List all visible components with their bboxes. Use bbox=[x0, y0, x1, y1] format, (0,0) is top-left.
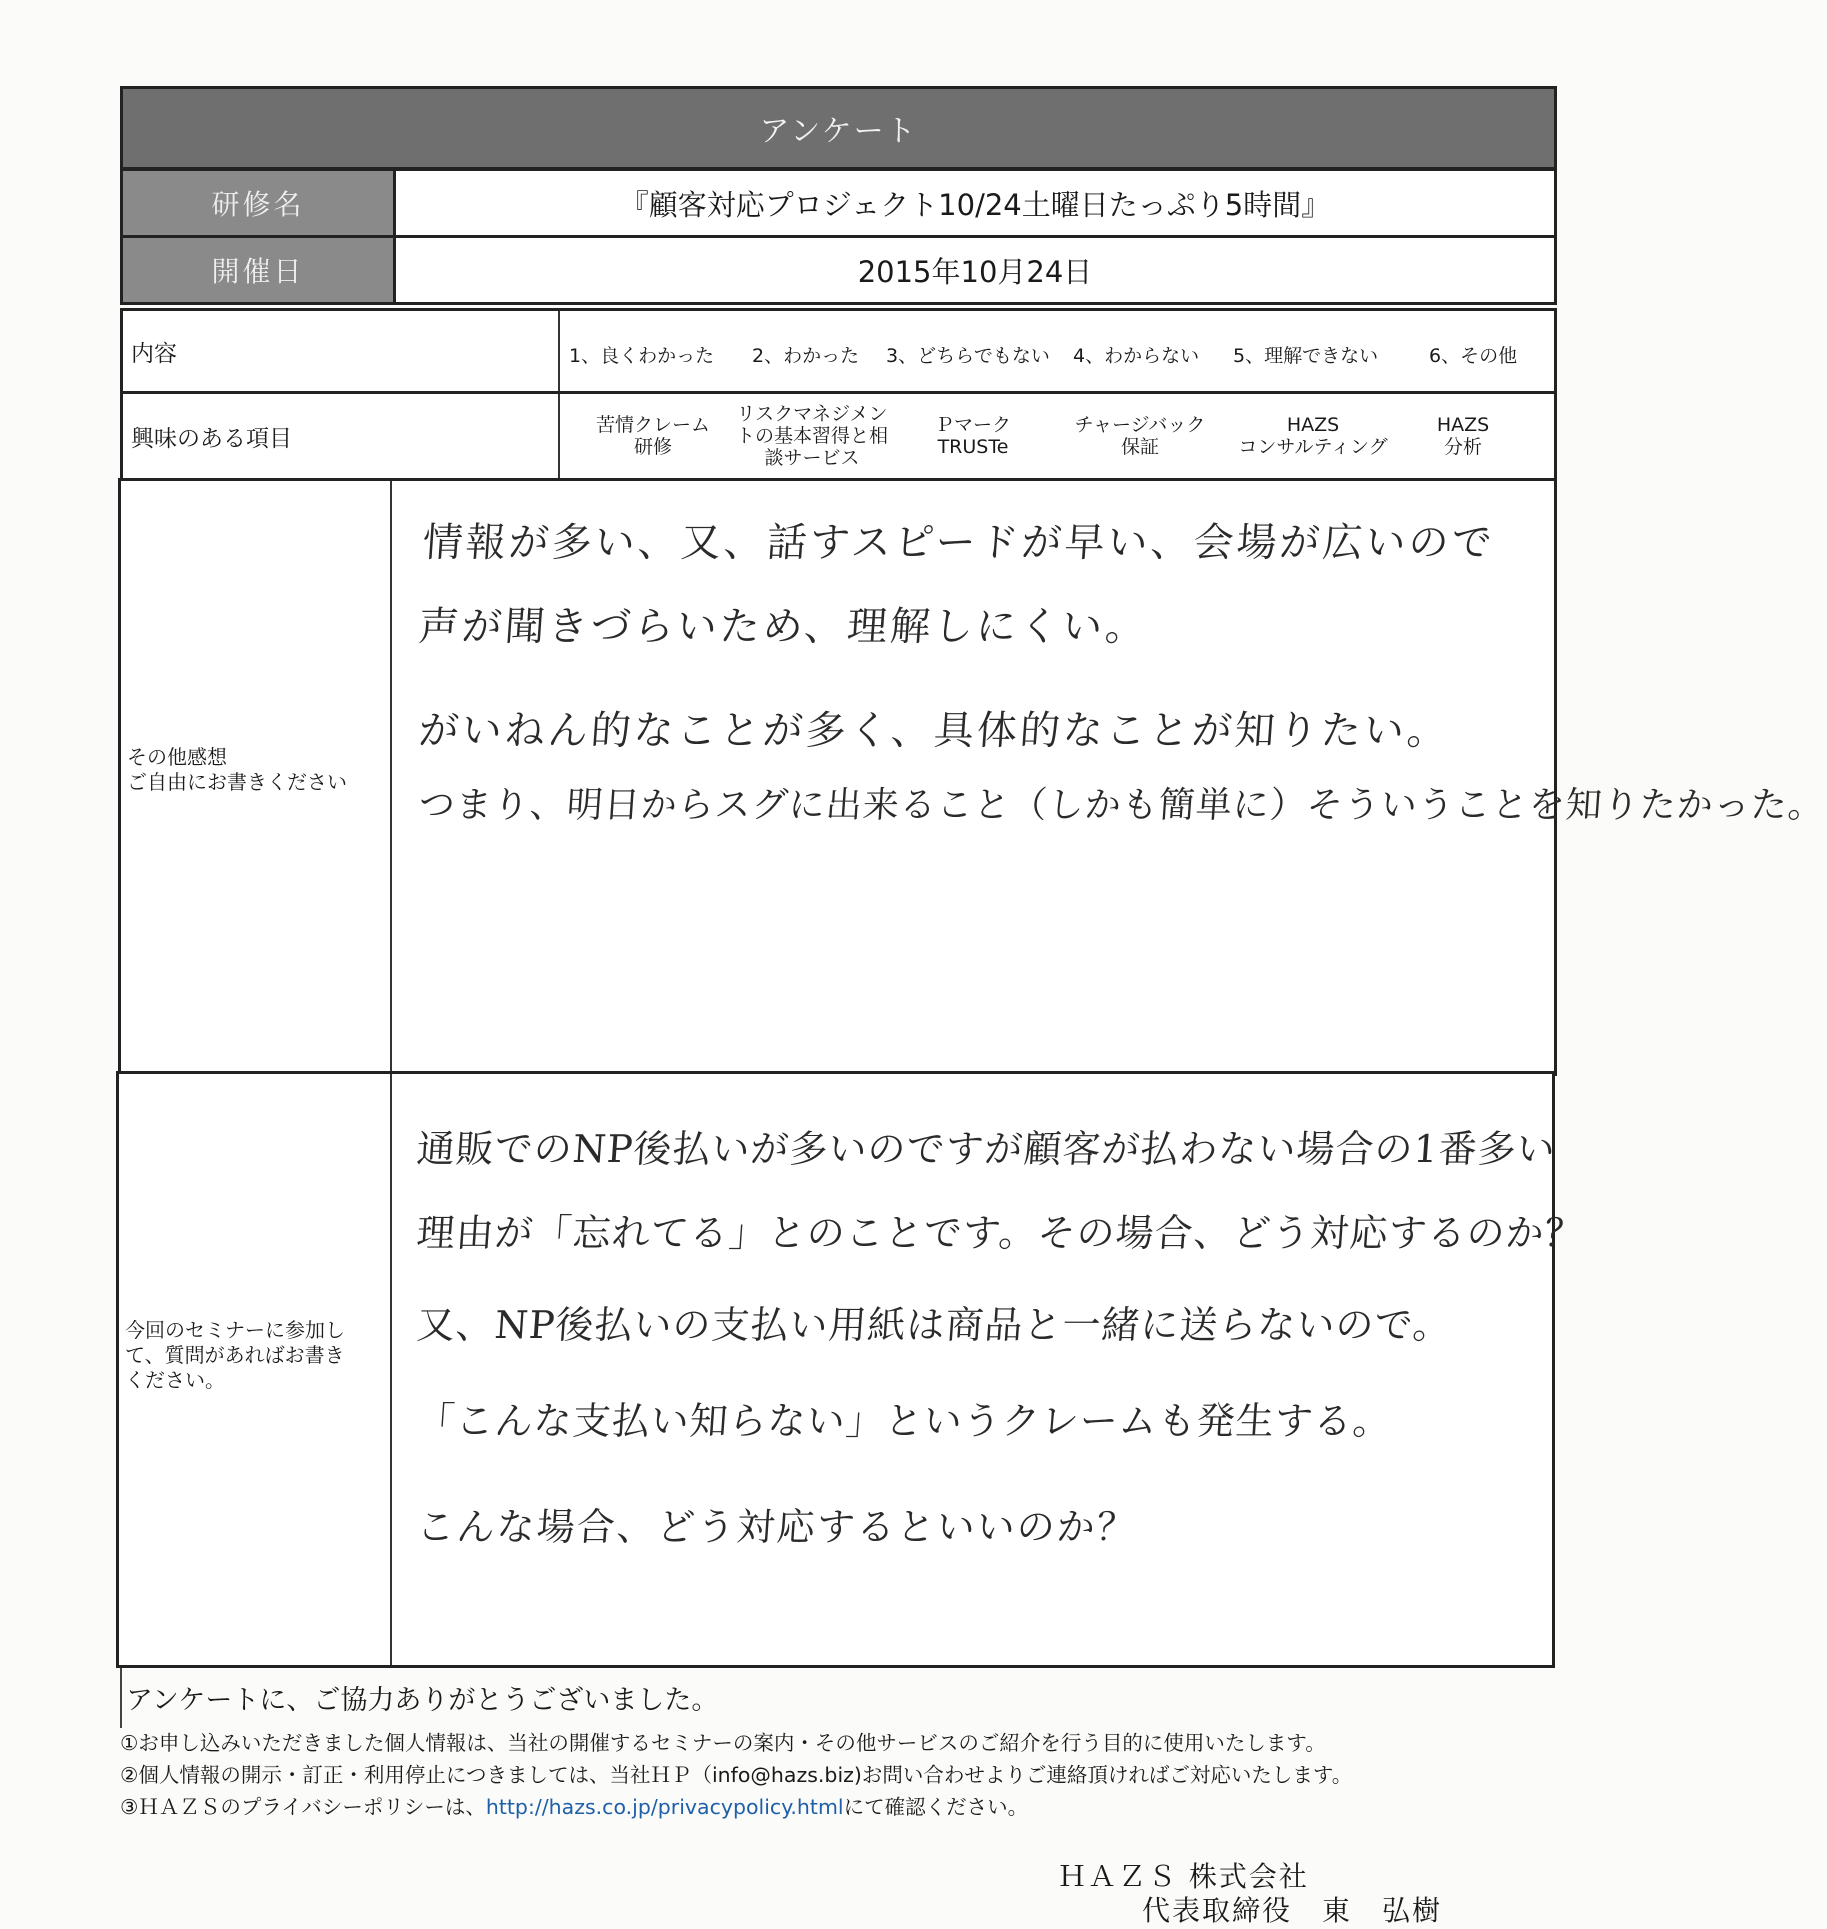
privacy-note-2: ②個人情報の開示・訂正・利用停止につきましては、当社ＨＰ（info@hazs.biz)お問い合わせよりご連絡頂ければご対応いたします。 bbox=[120, 1763, 1353, 1787]
representative-name: 代表取締役 東 弘樹 bbox=[1142, 1894, 1443, 1927]
handwritten-line: 理由が「忘れてる」とのことです。その場合、どう対応するのか？ bbox=[415, 1211, 1586, 1255]
content-divider bbox=[558, 311, 560, 391]
impressions-label-line2: ご自由にお書きください bbox=[127, 770, 347, 794]
interest-line: 研修 bbox=[633, 436, 672, 458]
handwritten-line: 声が聞きづらいため、理解しにくい。 bbox=[417, 604, 1150, 650]
impressions-divider bbox=[390, 481, 392, 1073]
interest-item-hazs-consulting[interactable] bbox=[1228, 400, 1398, 472]
questions-label-line3: ください。 bbox=[125, 1368, 225, 1392]
interest-line: トの基本習得と相 bbox=[735, 425, 888, 447]
content-option-4[interactable]: 4、わからない bbox=[1073, 345, 1200, 367]
questions-answer-area[interactable] bbox=[393, 1074, 1586, 1665]
interest-line: チャージバック bbox=[1074, 414, 1206, 436]
interest-line: Ｐマーク bbox=[934, 414, 1011, 436]
interest-line: HAZS bbox=[1286, 414, 1340, 436]
interest-line: 苦情クレーム bbox=[595, 414, 710, 436]
interest-item-chargeback[interactable] bbox=[1060, 400, 1220, 472]
privacy-note-1: ①お申し込みいただきました個人情報は、当社の開催するセミナーの案内・その他サービスのご紹介を行う目的に使用いたします。 bbox=[120, 1731, 1326, 1755]
content-option-1[interactable]: 1、良くわかった bbox=[569, 345, 715, 367]
interest-line: 談サービス bbox=[764, 447, 860, 469]
footer-rule bbox=[120, 1668, 122, 1728]
company-name: ＨＡＺＳ 株式会社 bbox=[1058, 1860, 1309, 1893]
interest-line: 保証 bbox=[1120, 436, 1159, 458]
handwritten-line: 「こんな支払い知らない」というクレームも発生する。 bbox=[415, 1399, 1394, 1443]
form-title: アンケート bbox=[120, 86, 1557, 170]
content-row bbox=[120, 308, 1557, 394]
impressions-answer-area[interactable] bbox=[393, 481, 1827, 1073]
interests-row bbox=[120, 391, 1557, 481]
handwritten-line: がいねん的なことが多く、具体的なことが知りたい。 bbox=[417, 708, 1452, 754]
interest-line: TRUSTe bbox=[937, 436, 1009, 458]
handwritten-line: 情報が多い、又、話すスピードが早い、会場が広いので bbox=[421, 520, 1497, 566]
training-label: 研修名 bbox=[120, 168, 396, 238]
questions-label-line1: 今回のセミナーに参加し bbox=[125, 1318, 345, 1342]
privacy-note-3 bbox=[120, 1790, 1028, 1820]
questions-divider bbox=[390, 1074, 392, 1665]
date-value: 2015年10月24日 bbox=[393, 235, 1557, 305]
interest-item-complaint-training[interactable] bbox=[578, 400, 728, 472]
training-value: 『顧客対応プロジェクト10/24土曜日たっぷり5時間』 bbox=[393, 168, 1557, 238]
survey-form bbox=[120, 86, 1827, 1668]
interest-line: HAZS bbox=[1436, 414, 1490, 436]
interests-label: 興味のある項目 bbox=[131, 425, 292, 452]
thanks-message: アンケートに、ご協力ありがとうございました。 bbox=[126, 1685, 719, 1716]
content-option-3[interactable]: 3、どちらでもない bbox=[886, 345, 1050, 367]
privacy-note-3-prefix: ③ＨＡＺＳのプライバシーポリシーは、 bbox=[120, 1795, 486, 1819]
interest-line: リスクマネジメン bbox=[736, 403, 888, 425]
handwritten-line: こんな場合、どう対応するといいのか？ bbox=[415, 1505, 1139, 1549]
handwritten-line: 又、NP後払いの支払い用紙は商品と一緒に送らないので。 bbox=[415, 1303, 1454, 1347]
questions-label bbox=[125, 1318, 345, 1393]
handwritten-line: つまり、明日からスグに出来ること（しかも簡単に）そういうことを知りたかった。 bbox=[417, 785, 1827, 826]
interest-item-risk-management[interactable] bbox=[727, 396, 897, 476]
content-label: 内容 bbox=[131, 340, 177, 367]
privacy-policy-link[interactable]: http://hazs.co.jp/privacypolicy.html bbox=[485, 1795, 844, 1819]
interest-item-hazs-analysis[interactable] bbox=[1413, 400, 1513, 472]
questions-label-line2: て、質問があればお書き bbox=[125, 1343, 345, 1367]
date-label: 開催日 bbox=[120, 235, 396, 305]
impressions-label bbox=[127, 745, 347, 795]
questions-box bbox=[116, 1071, 1586, 1668]
impressions-label-line1: その他感想 bbox=[127, 745, 227, 769]
privacy-note-3-suffix: にて確認ください。 bbox=[843, 1795, 1029, 1819]
interest-line: コンサルティング bbox=[1238, 436, 1388, 458]
content-option-5[interactable]: 5、理解できない bbox=[1233, 345, 1379, 367]
interest-item-pmark-truste[interactable] bbox=[913, 400, 1033, 472]
handwritten-line: 通販でのNP後払いが多いのですが顧客が払わない場合の1番多い bbox=[415, 1127, 1558, 1171]
interests-divider bbox=[558, 394, 560, 478]
content-option-6[interactable]: 6、その他 bbox=[1429, 345, 1518, 367]
interest-line: 分析 bbox=[1443, 436, 1482, 458]
impressions-box bbox=[118, 478, 1827, 1076]
content-option-2[interactable]: 2、わかった bbox=[752, 345, 860, 367]
